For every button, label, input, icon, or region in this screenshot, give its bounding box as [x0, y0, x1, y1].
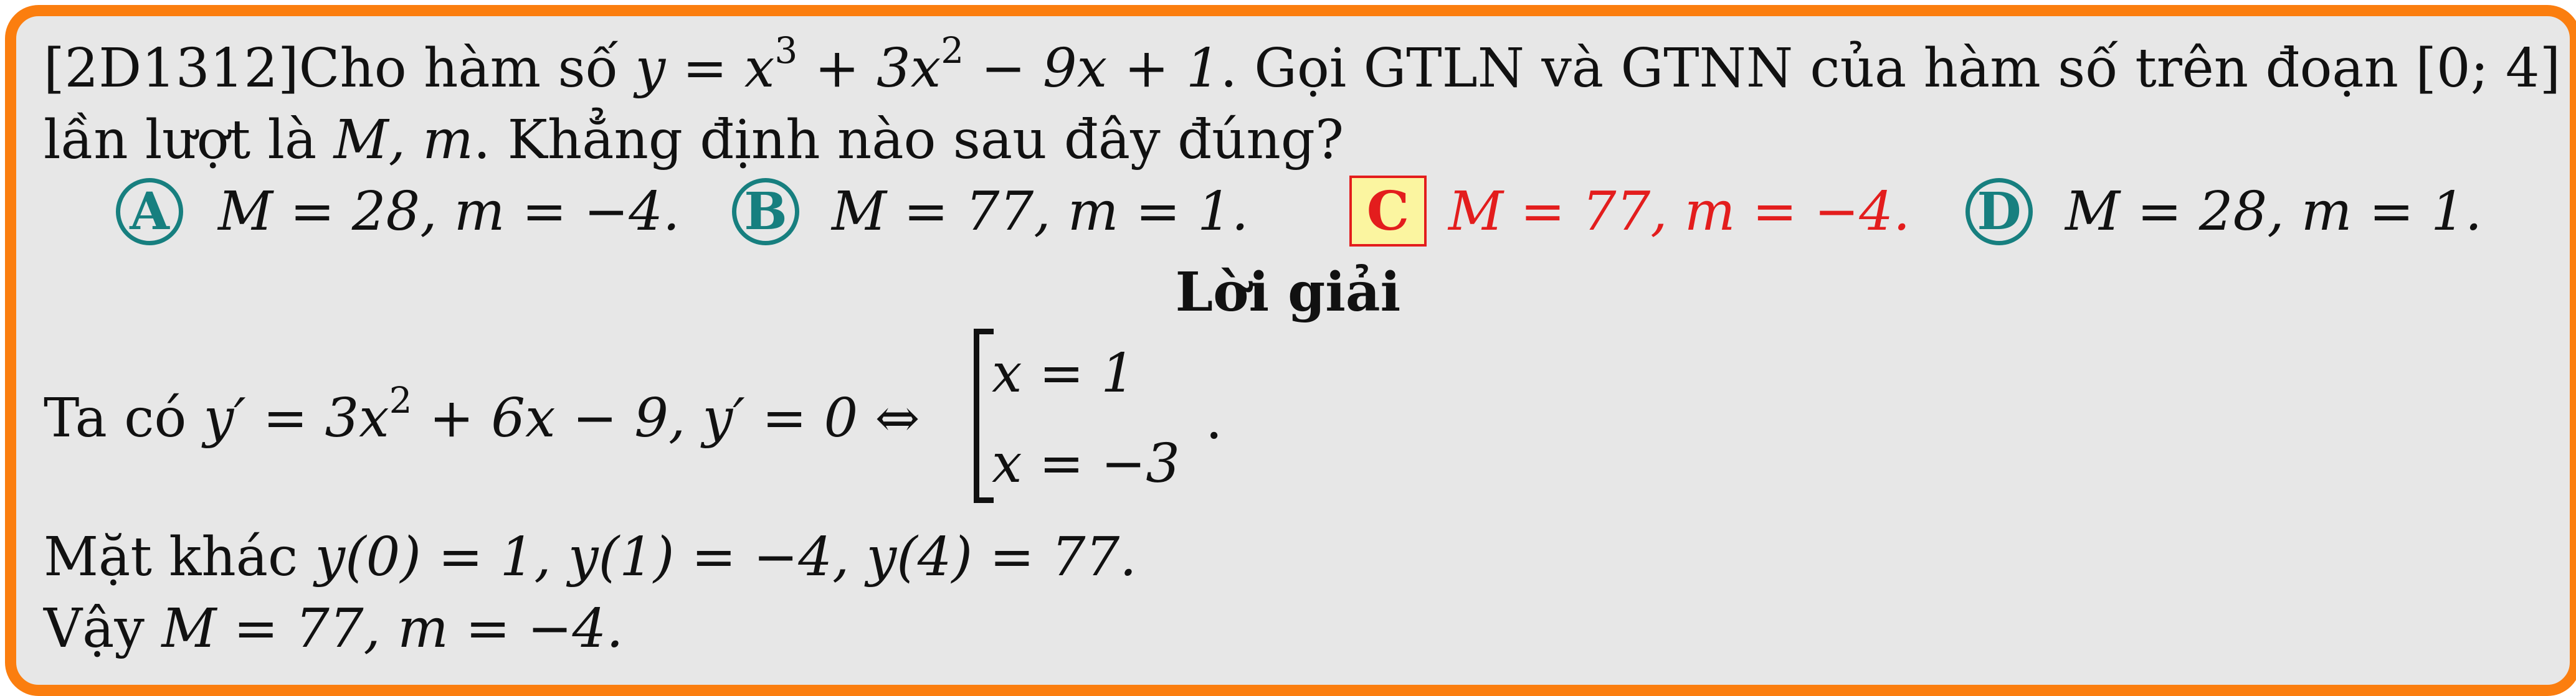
option-b-text[interactable]: M = 77, m = 1. [832, 181, 1249, 243]
option-a-marker[interactable]: A [116, 178, 183, 245]
system-bracket [974, 329, 994, 503]
option-d-marker[interactable]: D [1965, 178, 2033, 245]
root-2: x = −3 [992, 433, 1181, 495]
question-text-gtln: . Gọi GTLN và GTNN của hàm số trên đoạn [0; 4] [1220, 37, 2561, 100]
question-text-prompt: . Khẳng định nào sau đây đúng? [473, 109, 1344, 171]
option-d-text[interactable]: M = 28, m = 1. [2065, 181, 2483, 243]
solution-derivative-line [44, 379, 920, 449]
question-line-2 [44, 109, 1344, 171]
function-expression: $y = x^3 + 3x^2 - 9x + 1$ [635, 29, 1220, 100]
option-b-marker[interactable]: B [732, 178, 799, 245]
option-c-text[interactable]: M = 77, m = −4. [1448, 181, 1911, 243]
conclusion-intro: Vậy [44, 598, 145, 660]
derivative-expression: $y' = 3x^2 + 6x - 9$, y′ = 0 ⇔ [203, 379, 920, 449]
case-period: . [1205, 389, 1223, 451]
root-1: x = 1 [992, 342, 1135, 405]
solution-values-line [44, 526, 1137, 588]
question-text-respectively: lần lượt là [44, 109, 317, 171]
solution-intro: Ta có [44, 387, 187, 449]
values-intro: Mặt khác [44, 526, 298, 588]
option-a-text[interactable]: M = 28, m = −4. [218, 181, 680, 243]
question-code: [2D1312] [44, 37, 299, 100]
values-expression: y(0) = 1, y(1) = −4, y(4) = 77. [315, 526, 1137, 588]
solution-conclusion-line [44, 598, 624, 660]
conclusion-expression: M = 77, m = −4. [161, 598, 624, 660]
question-variables: M, m [333, 109, 473, 171]
solution-heading: Lời giải [1175, 261, 1401, 324]
question-text-intro: Cho hàm số [298, 37, 619, 100]
question-line-1 [44, 29, 2561, 100]
option-c-marker-correct[interactable]: C [1349, 176, 1427, 247]
